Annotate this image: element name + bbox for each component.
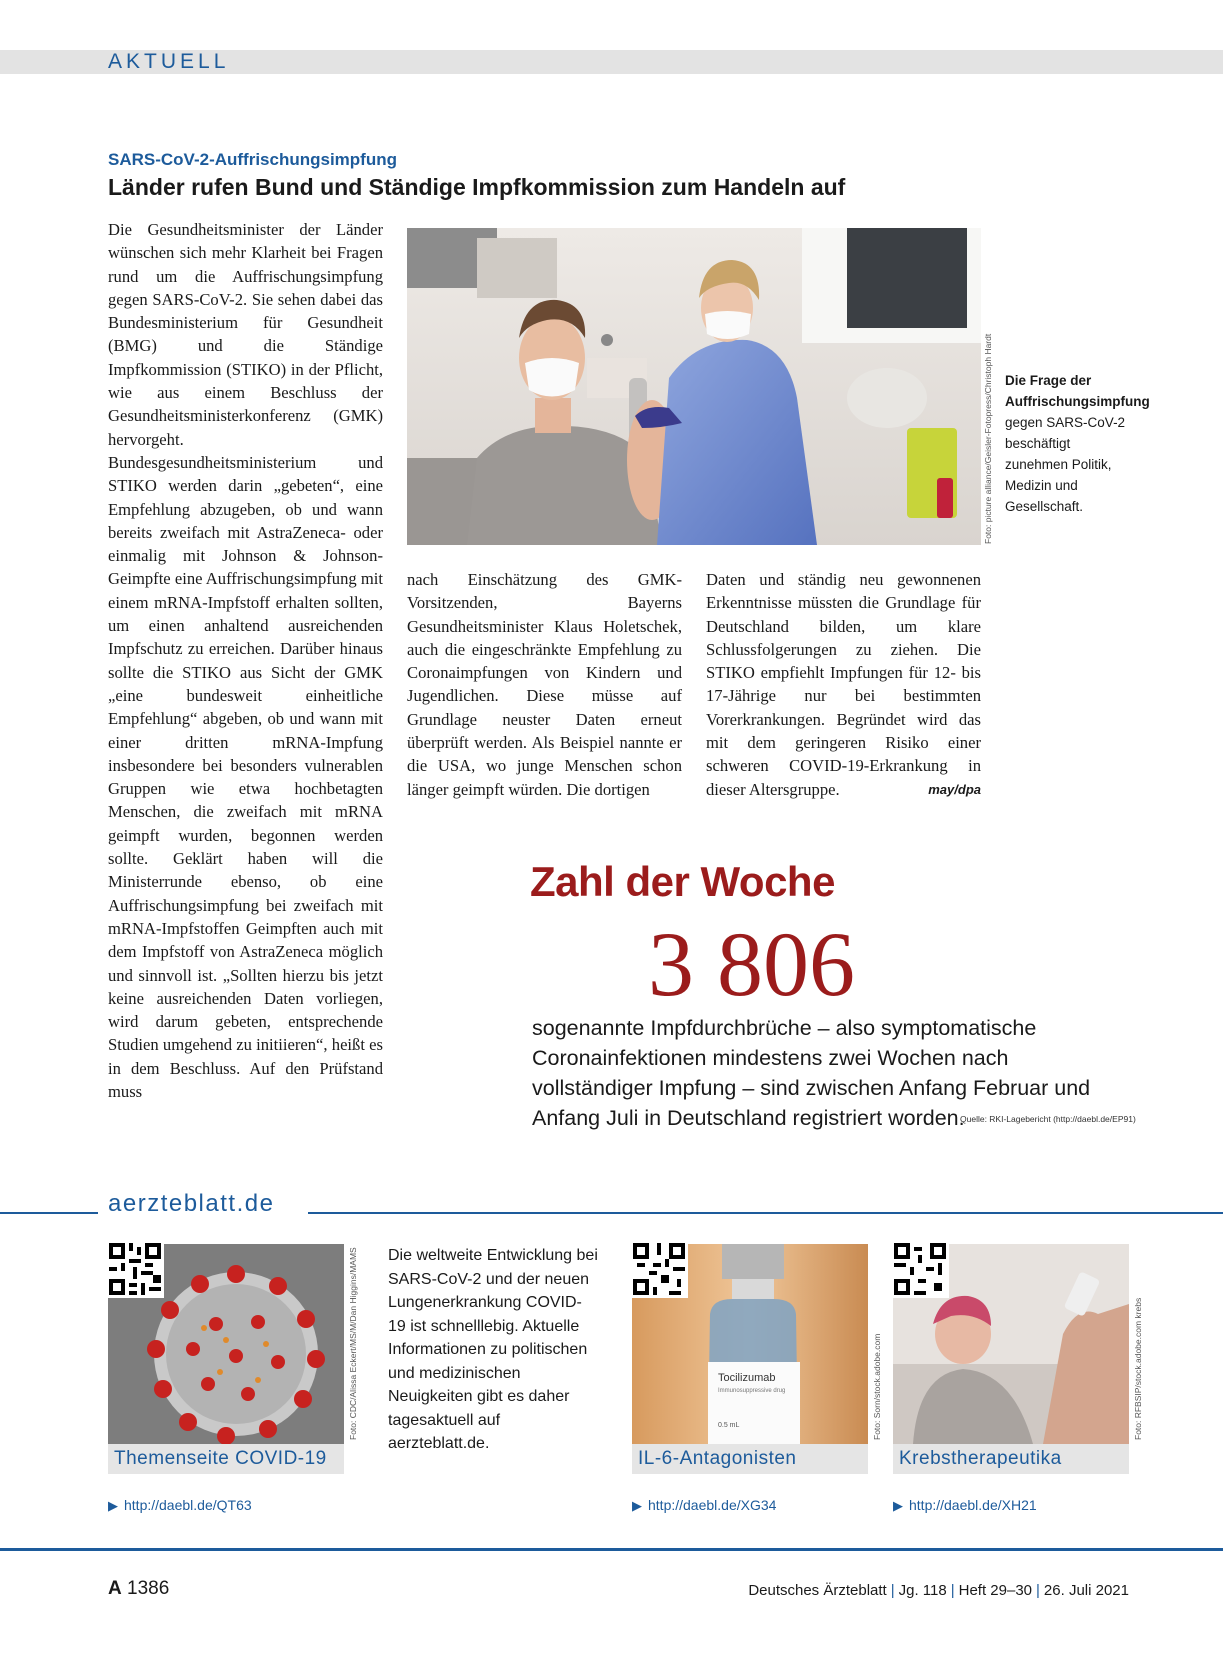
qr-code-covid[interactable] bbox=[106, 1240, 164, 1298]
photo-credit: Foto: picture alliance/Geisler-Fotopress/Christoph Hardt bbox=[983, 333, 993, 544]
card-link-url[interactable]: http://daebl.de/QT63 bbox=[124, 1497, 252, 1513]
play-arrow-icon: ▶ bbox=[632, 1498, 642, 1513]
number-of-week-value: 3 806 bbox=[648, 913, 855, 1015]
article-column-1: Die Gesundheitsminister der Länder wünschen sich mehr Klarheit bei Fragen rund um die Auffrischungsimpfung gegen SARS-CoV-2. Sie sehen dabei das Bundesministerium für Gesundheit (BMG) und die Ständige Impfkommission (STIKO) in der Pflicht, wie aus einem Beschluss der Gesundheitsministerkonferenz (GMK) hervorgeht. Bundesgesundheitsministerium und STIKO werden darin „gebeten“, eine Empfehlung abzugeben, ob und wann bereits zweifach mit AstraZeneca- oder einmalig mit Johnson & Johnson-Geimpfte eine Auffrischungsimpfung mit einem mRNA-Impfstoff erhalten sollten, um einen anhaltend ausreichenden Impfschutz zu erreichen. Darüber hinaus sollte die STIKO aus Sicht der GMK „eine bundesweit einheitliche Empfehlung“ abgeben, ob und wann mit einer dritten mRNA-Impfung insbesondere bei besonders vulnerablen Gruppen wie etwa hochbetagten Menschen, die zweifach mit mRNA geimpft wurden, begonnen werden sollte. Geklärt haben will die Ministerrunde ebenso, ob eine Auffrischungsimpfung bei zweifach mit mRNA-Impfstoffen Geimpften auch mit dem Impfstoff von AstraZeneca möglich und sinnvoll ist. „Sollten hierzu bis jetzt keine ausreichenden Daten vorliegen, wird darum gebeten, entsprechende Studien umgehend zu initiieren“, heißt es in dem Beschluss. Auf den Prüfstand muss bbox=[108, 220, 383, 1101]
card-link-covid[interactable] bbox=[108, 1497, 252, 1514]
card-label-il6[interactable]: IL-6-Antagonisten bbox=[632, 1444, 868, 1474]
journal-issue: Heft 29–30 bbox=[958, 1582, 1033, 1599]
aerzteblatt-intro: Die weltweite Entwicklung bei SARS-CoV-2 und der neuen Lungenerkrankung COVID-19 ist schnelllebig. Aktuelle Informationen zu politischen und medizinischen Neuigkeiten gibt es daher tagesaktuell auf aerzteblatt.de. bbox=[388, 1247, 598, 1452]
card-link-url[interactable]: http://daebl.de/XG34 bbox=[648, 1497, 777, 1513]
card-link-il6[interactable] bbox=[632, 1497, 776, 1514]
covid-image-credit: Foto: CDC/Alissa Eckert/MS/M/Dan Higgins/MAMS bbox=[348, 1247, 358, 1440]
journal-volume: Jg. 118 bbox=[898, 1582, 947, 1599]
article-headline: Länder rufen Bund und Ständige Impfkommission zum Handeln auf bbox=[108, 174, 846, 200]
section-rule-left bbox=[0, 1212, 98, 1214]
caption-lead: Die Frage der Auffrischungsimpfung bbox=[1005, 373, 1150, 409]
vial-label-name: Tocilizumab bbox=[718, 1372, 776, 1384]
card-link-cancer[interactable] bbox=[893, 1497, 1037, 1514]
play-arrow-icon: ▶ bbox=[893, 1498, 903, 1513]
number-of-week-text: sogenannte Impfdurchbrüche – also symptomatische Coronainfektionen mindestens zwei Wochen nach vollständiger Impfung – sind zwischen Anfang Februar und Anfang Juli in Deutschland registriert worden. bbox=[532, 1016, 1091, 1130]
section-rule-right bbox=[308, 1212, 1223, 1214]
number-of-week-source: Quelle: RKI-Lagebericht (http://daebl.de/EP91) bbox=[960, 1114, 1136, 1124]
qr-code-cancer[interactable] bbox=[891, 1240, 949, 1298]
separator: | bbox=[950, 1582, 955, 1599]
qr-code-icon bbox=[633, 1243, 685, 1295]
il6-image-credit: Foto: Sorn/stock.adobe.com bbox=[872, 1333, 882, 1440]
qr-code-icon bbox=[109, 1243, 161, 1295]
separator: | bbox=[1036, 1582, 1040, 1599]
page-number-value: 1386 bbox=[127, 1578, 170, 1599]
number-of-week-title: Zahl der Woche bbox=[530, 858, 835, 905]
card-label-cancer[interactable]: Krebstherapeutika bbox=[893, 1444, 1129, 1474]
qr-code-icon bbox=[894, 1243, 946, 1295]
vial-label-dose: 0.5 mL bbox=[718, 1422, 740, 1429]
article-column-3-text: Daten und ständig neu gewonnenen Erkenntnisse müssten die Grundlage für Deutschland bilden, um klare Schlussfolgerungen zu ziehen. Die STIKO empfiehlt Impfungen für 12- bis 17-Jährige nur bei bestimmten Vorerkrankungen. Begründet wird das mit dem geringeren Risiko einer schweren COVID-19-Erkrankung in dieser Altersgruppe. bbox=[706, 570, 981, 799]
vial-label-sub: Immunosuppressive drug bbox=[718, 1388, 786, 1394]
card-link-url[interactable]: http://daebl.de/XH21 bbox=[909, 1497, 1037, 1513]
aerzteblatt-title: aerzteblatt.de bbox=[108, 1190, 275, 1217]
footer-rule bbox=[0, 1548, 1223, 1551]
photo-caption bbox=[1005, 370, 1150, 517]
card-label-covid[interactable]: Themenseite COVID-19 bbox=[108, 1444, 344, 1474]
cancer-image-credit: Foto: RFBSIP/stock.adobe.com krebs bbox=[1133, 1297, 1143, 1440]
vaccination-photo bbox=[407, 228, 981, 545]
journal-name: Deutsches Ärzteblatt bbox=[748, 1582, 887, 1599]
page-prefix: A bbox=[108, 1578, 122, 1599]
article-column-3 bbox=[706, 568, 981, 801]
page-number bbox=[108, 1578, 169, 1600]
play-arrow-icon: ▶ bbox=[108, 1498, 118, 1513]
article-column-2: nach Einschätzung des GMK-Vorsitzenden, Bayerns Gesundheitsminister Klaus Holetschek, auch die eingeschränkte Empfehlung zu Coronaimpfungen von Kindern und Jugendlichen. Diese müsse auf Grundlage neuster Daten erneut überprüft werden. Als Beispiel nannte er die USA, wo junge Menschen schon länger geimpft würden. Die dortigen bbox=[407, 570, 682, 799]
article-kicker: SARS-CoV-2-Auffrischungsimpfung bbox=[108, 150, 397, 169]
section-label: AKTUELL bbox=[108, 50, 230, 73]
qr-code-il6[interactable] bbox=[630, 1240, 688, 1298]
footer-info bbox=[748, 1582, 1129, 1599]
article-signature: may/dpa bbox=[928, 781, 981, 797]
caption-text: gegen SARS-CoV-2 beschäftigt zunehmen Politik, Medizin und Gesellschaft. bbox=[1005, 415, 1126, 514]
separator: | bbox=[890, 1582, 895, 1599]
journal-date: 26. Juli 2021 bbox=[1043, 1582, 1129, 1599]
vaccination-illustration bbox=[407, 228, 981, 545]
